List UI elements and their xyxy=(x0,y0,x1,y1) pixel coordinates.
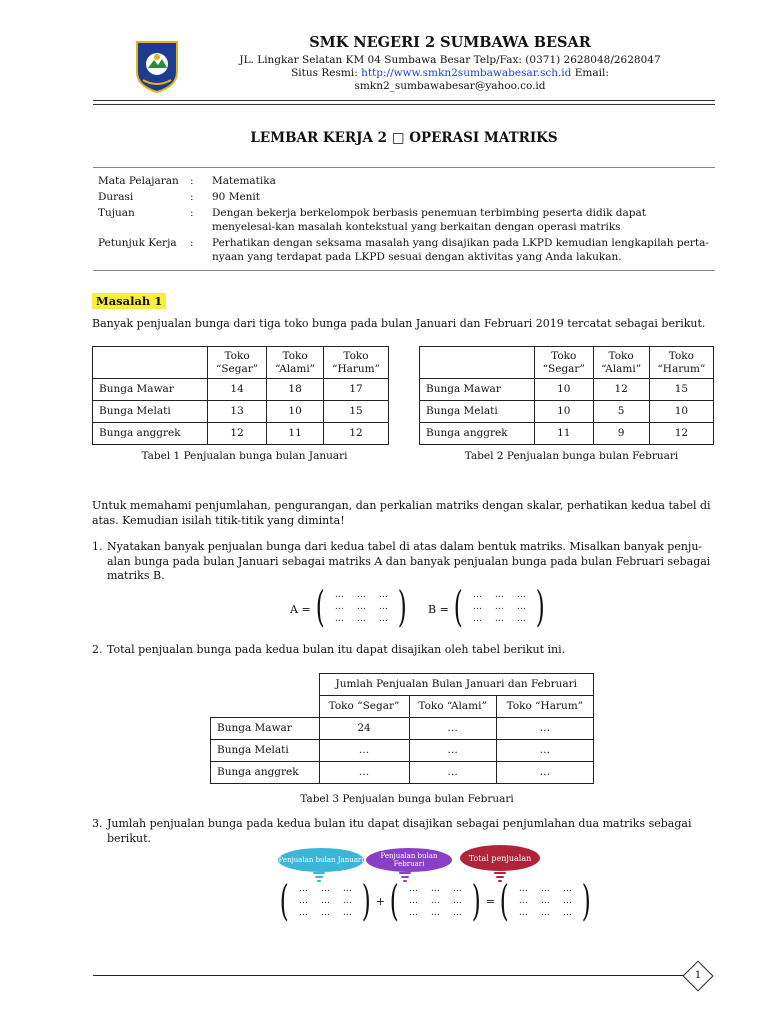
question-1-text: Nyatakan banyak penjualan bunga dari kedua tabel di atas dalam bentuk matriks. Misalkan banyak penju-alan bunga pada bulan Januari sebagai matriks A dan banyak penjualan bunga pada bulan Februari sebagai matriks B. xyxy=(107,540,711,582)
problem-label: Masalah 1 xyxy=(92,293,166,309)
table-row: Bunga Mawar 24 … … xyxy=(211,718,594,740)
matrix-entry: … xyxy=(494,614,504,624)
info-row-subject: Mata Pelajaran : Matematika xyxy=(98,175,276,187)
table-january: Toko “Segar” Toko “Alami” Toko “Harum” Bunga Mawar 14 18 17 Bunga Melati 13 10 15 Bunga anggrek 12 11 12 xyxy=(92,346,389,445)
matrix-entry: … xyxy=(430,908,440,918)
matrix-entry: … xyxy=(408,896,418,906)
matrix-entry: … xyxy=(334,590,344,600)
footer-rule xyxy=(93,975,683,976)
matrix-bracket: ( xyxy=(279,876,289,925)
matrix-bracket: ( xyxy=(453,582,463,631)
equals-sign: = xyxy=(485,894,495,908)
page-number: 1 xyxy=(694,970,702,981)
matrix-entry: … xyxy=(378,602,388,612)
table-row: Bunga anggrek 11 9 12 xyxy=(420,423,714,445)
plus-sign: + xyxy=(375,894,385,908)
matrix-entry: … xyxy=(430,884,440,894)
table-row: Bunga Melati 13 10 15 xyxy=(93,401,389,423)
question-3-text: Jumlah penjualan bunga pada kedua bulan itu dapat disajikan sebagai penjumlahan dua matriks sebagai berikut. xyxy=(107,817,692,845)
table-row: Bunga Mawar 10 12 15 xyxy=(420,379,714,401)
matrix-entry: … xyxy=(378,590,388,600)
matrix-entry: … xyxy=(356,614,366,624)
matrix-entry: … xyxy=(452,896,462,906)
matrix-entry: … xyxy=(494,602,504,612)
cloud-january: Penjualan bulan Januari xyxy=(278,848,364,872)
matrix-a-label: A = xyxy=(290,603,311,616)
matrix-entry: … xyxy=(452,908,462,918)
table-row: Bunga anggrek 12 11 12 xyxy=(93,423,389,445)
matrix-entry: … xyxy=(298,884,308,894)
school-website-link[interactable]: http://www.smkn2sumbawabesar.sch.id xyxy=(361,67,572,79)
school-logo xyxy=(133,38,181,94)
info-row-duration: Durasi : 90 Menit xyxy=(98,191,261,203)
cloud-february: Penjualan bulan Februari xyxy=(366,848,452,872)
matrix-entry: … xyxy=(334,602,344,612)
matrix-entry: … xyxy=(472,590,482,600)
matrix-entry: … xyxy=(562,884,572,894)
matrix-bracket: ( xyxy=(389,876,399,925)
matrix-january xyxy=(292,883,358,919)
cloud-total: Total penjualan xyxy=(460,845,540,871)
header-divider xyxy=(93,100,715,101)
matrix-b-label: B = xyxy=(428,603,449,616)
matrix-b xyxy=(450,582,549,631)
intro-text: Banyak penjualan bunga dari tiga toko bunga pada bulan Januari dan Februari 2019 tercatat sebagai berikut. xyxy=(92,317,706,330)
matrix-entry: … xyxy=(408,908,418,918)
matrix-entry: … xyxy=(494,590,504,600)
matrix-entry: … xyxy=(562,896,572,906)
table-february-caption: Tabel 2 Penjualan bunga bulan Februari xyxy=(464,450,679,462)
matrix-february xyxy=(402,883,468,919)
table-total-caption: Tabel 3 Penjualan bunga bulan Februari xyxy=(300,793,514,805)
school-contact: Situs Resmi: http://www.smkn2sumbawabesar.sch.id Email: xyxy=(291,67,609,79)
matrix-bracket: ) xyxy=(362,876,372,925)
info-row-goal: Tujuan : Dengan bekerja berkelompok berbasis penemuan terbimbing peserta didik dapat menyelesai-kan masalah kontekstual yang berkaitan dengan operasi matriks xyxy=(98,207,646,233)
school-address: JL. Lingkar Selatan KM 04 Sumbawa Besar Telp/Fax: (0371) 2628048/2628047 xyxy=(239,54,661,66)
matrix-entry: … xyxy=(320,908,330,918)
matrix-entry: … xyxy=(298,896,308,906)
matrix-entry: … xyxy=(562,908,572,918)
matrix-entry: … xyxy=(334,614,344,624)
matrix-entry: … xyxy=(516,602,526,612)
instruction-text: Untuk memahami penjumlahan, pengurangan, dan perkalian matriks dengan skalar, perhatikan kedua tabel di atas. Kemudian isilah titik-titik yang diminta! xyxy=(92,499,711,527)
info-top-rule xyxy=(93,167,715,168)
matrix-entry: … xyxy=(518,908,528,918)
matrix-entry: … xyxy=(472,602,482,612)
matrix-entry: … xyxy=(320,896,330,906)
matrix-bracket: ( xyxy=(315,582,325,631)
table-total: Jumlah Penjualan Bulan Januari dan Februari Toko “Segar” Toko “Alami” Toko “Harum” Bunga Mawar 24 … … Bunga Melati … … … Bunga anggrek … … … xyxy=(210,673,594,784)
info-row-instructions: Petunjuk Kerja : Perhatikan dengan seksama masalah yang disajikan pada LKPD kemudian lengkapilah perta-nyaan yang terdapat pada LKPD sesuai dengan aktivitas yang Anda lakukan. xyxy=(98,237,709,263)
matrix-entry: … xyxy=(342,896,352,906)
matrix-entry: … xyxy=(540,908,550,918)
matrix-entry: … xyxy=(342,908,352,918)
matrix-entry: … xyxy=(540,884,550,894)
table-january-caption: Tabel 1 Penjualan bunga bulan Januari xyxy=(141,450,348,462)
page-number-badge xyxy=(682,960,713,991)
matrix-entry: … xyxy=(518,896,528,906)
question-1-number: 1. xyxy=(92,540,103,553)
table-row: Bunga Melati 10 5 10 xyxy=(420,401,714,423)
matrix-entry: … xyxy=(430,896,440,906)
matrix-entry: … xyxy=(342,884,352,894)
matrix-bracket: ) xyxy=(582,876,592,925)
matrix-sum-equation xyxy=(276,876,595,925)
matrix-total xyxy=(512,883,578,919)
matrix-entry: … xyxy=(320,884,330,894)
school-email: smkn2_sumbawabesar@yahoo.co.id xyxy=(354,80,546,92)
info-bottom-rule xyxy=(93,270,715,271)
question-3-number: 3. xyxy=(92,817,103,830)
matrix-entry: … xyxy=(356,602,366,612)
matrix-entry: … xyxy=(540,896,550,906)
header-divider-thin xyxy=(93,104,715,105)
table-february: Toko “Segar” Toko “Alami” Toko “Harum” Bunga Mawar 10 12 15 Bunga Melati 10 5 10 Bunga anggrek 11 9 12 xyxy=(419,346,714,445)
matrix-bracket: ) xyxy=(536,582,546,631)
matrix-entry: … xyxy=(518,884,528,894)
matrix-bracket: ) xyxy=(398,582,408,631)
matrix-bracket: ( xyxy=(499,876,509,925)
matrix-bracket: ) xyxy=(472,876,482,925)
matrix-entry: … xyxy=(298,908,308,918)
question-2-number: 2. xyxy=(92,643,103,656)
matrix-entry: … xyxy=(356,590,366,600)
table-row: Bunga Mawar 14 18 17 xyxy=(93,379,389,401)
matrix-entry: … xyxy=(378,614,388,624)
table-row: Bunga Melati … … … xyxy=(211,740,594,762)
question-2-text: Total penjualan bunga pada kedua bulan itu dapat disajikan oleh tabel berikut ini. xyxy=(107,643,566,656)
matrix-entry: … xyxy=(408,884,418,894)
school-name: SMK NEGERI 2 SUMBAWA BESAR xyxy=(309,34,591,51)
matrix-entry: … xyxy=(516,614,526,624)
matrix-entry: … xyxy=(452,884,462,894)
matrix-a xyxy=(312,582,411,631)
matrix-entry: … xyxy=(516,590,526,600)
worksheet-title: LEMBAR KERJA 2 □ OPERASI MATRIKS xyxy=(250,130,558,146)
table-row: Bunga anggrek … … … xyxy=(211,762,594,784)
matrix-entry: … xyxy=(472,614,482,624)
